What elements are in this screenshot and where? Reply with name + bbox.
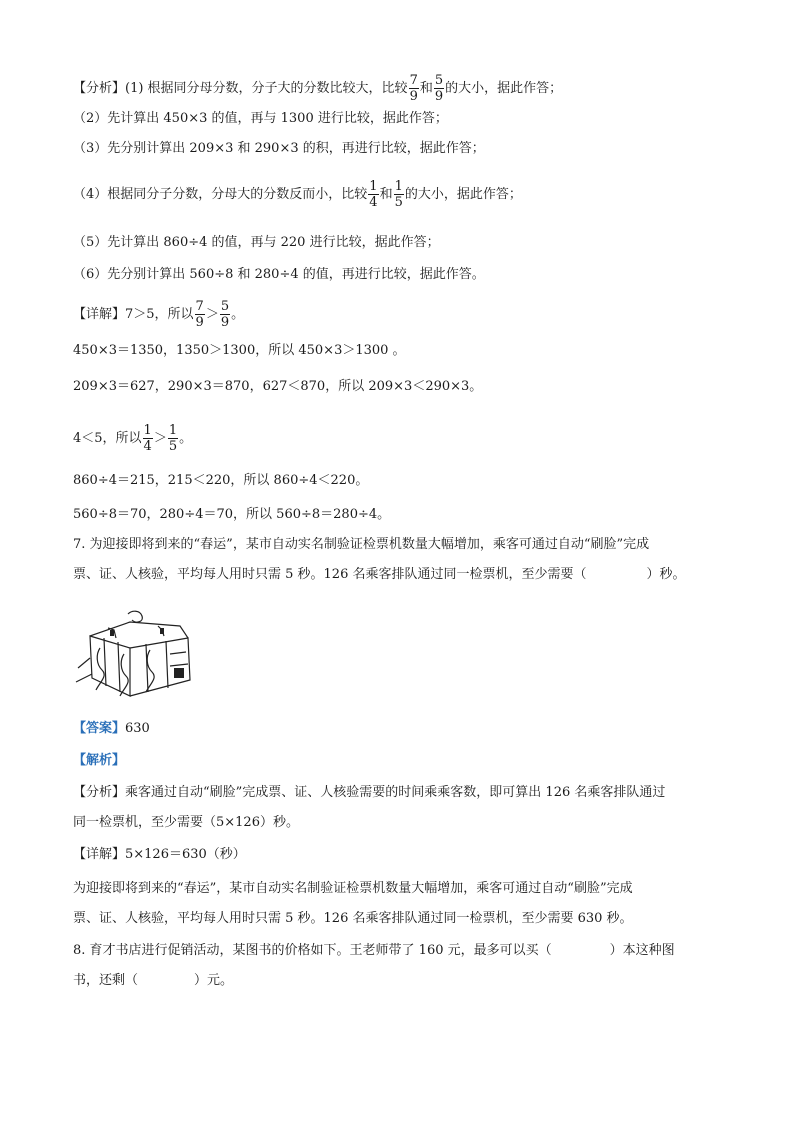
fraction-denominator: 9 [409, 89, 418, 104]
analysis-line-2: （2）先计算出 450×3 的值，再与 1300 进行比较，据此作答； [73, 111, 448, 126]
fraction-numerator: 7 [195, 299, 204, 314]
fraction-5-9 [220, 300, 230, 329]
fraction-1-5 [168, 424, 178, 453]
detail-line-4-text: 4＜5，所以 [73, 431, 142, 446]
fraction-denominator: 9 [220, 315, 230, 330]
fraction-1-4 [368, 180, 378, 209]
fraction-numerator: 1 [143, 423, 152, 438]
detail-line-5: 860÷4＝215，215＜220，所以 860÷4＜220。 [73, 473, 369, 488]
fraction-5-9 [434, 74, 444, 103]
detail-line-3: 209×3＝627，290×3＝870，627＜870，所以 209×3＜290×3。 [73, 379, 483, 394]
question-8-text-b: ）本这种图 [609, 943, 675, 958]
question-7-line-1: 7. 为迎接即将到来的“春运”，某市自动实名制验证检票机数量大幅增加，乘客可通过自动“刷脸”完成 [73, 537, 650, 552]
detail-line-1 [73, 300, 244, 329]
answer-label: 【答案】 [73, 721, 126, 736]
detail-line-4 [73, 424, 192, 453]
analysis-line-4 [73, 180, 522, 209]
fraction-numerator: 5 [220, 299, 230, 314]
question-7-line-2 [73, 566, 686, 584]
question-7-analysis-line-2: 同一检票机，至少需要（5×126）秒。 [73, 815, 299, 830]
question-7-restate-line-2: 票、证、人核验，平均每人用时只需 5 秒。126 名乘客排队通过同一检票机，至少需要 630 秒。 [73, 911, 633, 926]
jiexi-text: 【解析】 [73, 753, 126, 768]
question-7-detail-line: 【详解】5×126＝630（秒） [73, 847, 246, 862]
detail-line-6: 560÷8＝70，280÷4＝70，所以 560÷8＝280÷4。 [73, 507, 391, 522]
fraction-7-9 [195, 300, 205, 329]
analysis-line-1-and: 和 [419, 81, 433, 96]
analysis-line-1-text-a: 【分析】(1) 根据同分母分数，分子大的分数比较大，比较 [73, 81, 408, 96]
question-8-text-a: 8. 育才书店进行促销活动，某图书的价格如下。王老师带了 160 元，最多可以买（ [73, 943, 552, 958]
fraction-numerator: 1 [394, 179, 403, 194]
question-8-line-2 [73, 972, 233, 990]
analysis-line-1 [73, 74, 562, 103]
fraction-denominator: 5 [394, 195, 403, 210]
fraction-numerator: 5 [434, 73, 444, 88]
greater-than-sign: ＞ [153, 431, 167, 446]
fraction-numerator: 1 [168, 423, 178, 438]
fraction-1-5 [394, 180, 404, 209]
question-7-restate-line-1: 为迎接即将到来的“春运”，某市自动实名制验证检票机数量大幅增加，乘客可通过自动“刷脸”完成 [73, 881, 633, 896]
answer-line [73, 720, 150, 738]
analysis-line-4-text-b: 的大小，据此作答； [404, 187, 522, 202]
question-7-text-b: ）秒。 [646, 567, 686, 582]
analysis-line-4-text-a: （4）根据同分子分数，分母大的分数反而小，比较 [73, 187, 368, 202]
fraction-numerator: 7 [409, 73, 418, 88]
detail-line-1-text: 【详解】7＞5，所以 [73, 307, 194, 322]
question-8-text-c: 书，还剩（ [73, 973, 139, 988]
analysis-line-6: （6）先分别计算出 560÷8 和 280÷4 的值，再进行比较，据此作答。 [73, 267, 485, 282]
fraction-7-9 [409, 74, 419, 103]
period: 。 [179, 431, 193, 446]
jiexi-label [73, 752, 125, 770]
question-7-analysis-line-1: 【分析】乘客通过自动“刷脸”完成票、证、人核验需要的时间乘乘客数，即可算出 126 名乘客排队通过 [73, 785, 666, 800]
question-7-text-a: 票、证、人核验，平均每人用时只需 5 秒。126 名乘客排队通过同一检票机，至少需要（ [73, 567, 587, 582]
question-8-text-d: ）元。 [194, 973, 234, 988]
analysis-line-5: （5）先计算出 860÷4 的值，再与 220 进行比较，据此作答； [73, 235, 440, 250]
fraction-1-4 [143, 424, 153, 453]
fraction-denominator: 5 [168, 439, 178, 454]
detail-line-2: 450×3＝1350，1350＞1300，所以 450×3＞1300 。 [73, 343, 406, 358]
analysis-line-3: （3）先分别计算出 209×3 和 290×3 的积，再进行比较，据此作答； [73, 141, 485, 156]
fraction-denominator: 9 [434, 89, 444, 104]
question-8-line-1 [73, 942, 675, 960]
period: 。 [231, 307, 245, 322]
analysis-line-1-text-b: 的大小，据此作答； [445, 81, 563, 96]
greater-than-sign: ＞ [205, 307, 219, 322]
ticket-gate-illustration [70, 608, 198, 704]
analysis-line-4-and: 和 [379, 187, 393, 202]
fraction-denominator: 4 [143, 439, 152, 454]
fraction-denominator: 4 [369, 195, 378, 210]
fraction-numerator: 1 [369, 179, 378, 194]
fraction-denominator: 9 [195, 315, 204, 330]
answer-value: 630 [125, 721, 150, 736]
